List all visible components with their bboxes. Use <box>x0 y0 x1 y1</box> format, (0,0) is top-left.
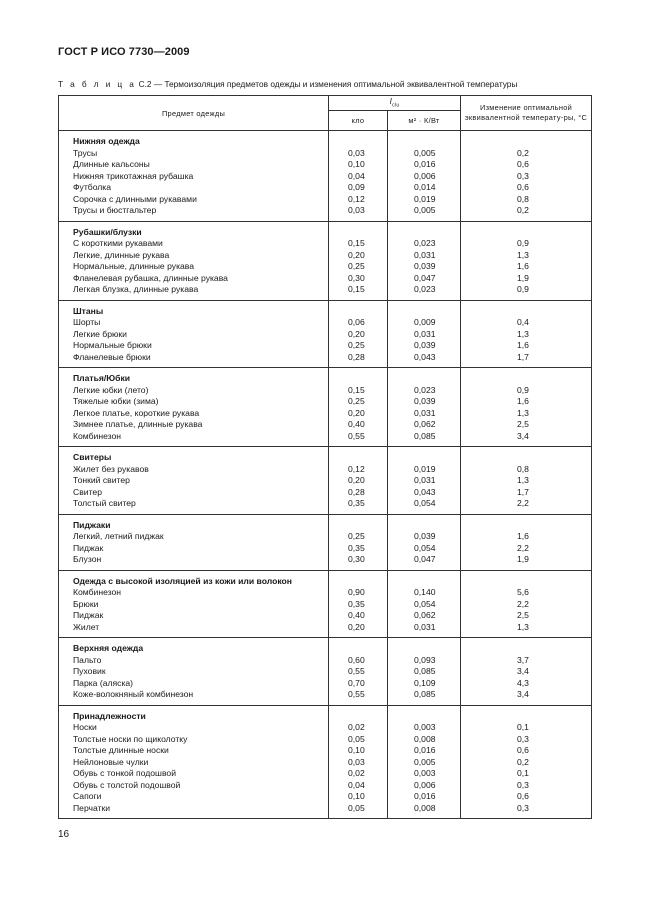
table-row <box>59 205 592 221</box>
m2-value-cell: 0,023 <box>388 385 461 397</box>
temp-value-cell: 0,3 <box>461 734 592 746</box>
clo-value-cell: 0,30 <box>329 554 388 570</box>
m2-value-cell: 0,019 <box>388 464 461 476</box>
item-name-cell: Коже-волокняный комбинезон <box>59 689 329 705</box>
group-title-m2-cell <box>388 221 461 238</box>
clo-value-cell: 0,09 <box>329 182 388 194</box>
m2-value-cell: 0,031 <box>388 475 461 487</box>
m2-value-cell: 0,005 <box>388 148 461 160</box>
table-row <box>59 678 592 690</box>
m2-value-cell: 0,043 <box>388 352 461 368</box>
clo-value-cell: 0,03 <box>329 148 388 160</box>
table-row <box>59 408 592 420</box>
temp-value-cell: 0,6 <box>461 159 592 171</box>
item-name-cell: Толстые длинные носки <box>59 745 329 757</box>
group-title-m2-cell <box>388 131 461 148</box>
clo-value-cell: 0,25 <box>329 531 388 543</box>
table-row <box>59 171 592 183</box>
column-header-item: Предмет одежды <box>59 96 329 131</box>
item-name-cell: Трусы и бюстгальтер <box>59 205 329 221</box>
temp-value-cell: 0,8 <box>461 194 592 206</box>
m2-value-cell: 0,140 <box>388 587 461 599</box>
m2-value-cell: 0,016 <box>388 791 461 803</box>
temp-value-cell: 3,4 <box>461 666 592 678</box>
temp-value-cell: 2,5 <box>461 419 592 431</box>
table-row <box>59 722 592 734</box>
table-row <box>59 498 592 514</box>
clo-value-cell: 0,28 <box>329 352 388 368</box>
group-title-clo-cell <box>329 300 388 317</box>
item-name-cell: Брюки <box>59 599 329 611</box>
clo-value-cell: 0,12 <box>329 464 388 476</box>
temp-value-cell: 1,9 <box>461 273 592 285</box>
table-group <box>59 300 592 368</box>
group-title-temp-cell <box>461 570 592 587</box>
table-group <box>59 131 592 222</box>
m2-value-cell: 0,062 <box>388 419 461 431</box>
item-name-cell: Толстые носки по щиколотку <box>59 734 329 746</box>
group-title-clo-cell <box>329 447 388 464</box>
m2-value-cell: 0,014 <box>388 182 461 194</box>
group-title-temp-cell <box>461 638 592 655</box>
clo-value-cell: 0,20 <box>329 475 388 487</box>
m2-value-cell: 0,016 <box>388 159 461 171</box>
temp-value-cell: 0,3 <box>461 803 592 819</box>
group-title-m2-cell <box>388 514 461 531</box>
group-title: Пиджаки <box>59 514 329 531</box>
group-title: Верхняя одежда <box>59 638 329 655</box>
table-row <box>59 431 592 447</box>
clo-value-cell: 0,03 <box>329 757 388 769</box>
clo-value-cell: 0,20 <box>329 329 388 341</box>
clo-value-cell: 0,25 <box>329 340 388 352</box>
temp-value-cell: 0,4 <box>461 317 592 329</box>
group-title-m2-cell <box>388 705 461 722</box>
clo-value-cell: 0,35 <box>329 498 388 514</box>
table-row <box>59 475 592 487</box>
m2-value-cell: 0,031 <box>388 250 461 262</box>
item-name-cell: Обувь с толстой подошвой <box>59 780 329 792</box>
m2-value-cell: 0,009 <box>388 317 461 329</box>
item-name-cell: Шорты <box>59 317 329 329</box>
item-name-cell: Фланелевая рубашка, длинные рукава <box>59 273 329 285</box>
table-row <box>59 610 592 622</box>
item-name-cell: Зимнее платье, длинные рукава <box>59 419 329 431</box>
item-name-cell: Парка (аляска) <box>59 678 329 690</box>
m2-value-cell: 0,031 <box>388 408 461 420</box>
clo-value-cell: 0,02 <box>329 722 388 734</box>
item-name-cell: Жилет <box>59 622 329 638</box>
group-title-row <box>59 638 592 655</box>
group-title-row <box>59 131 592 148</box>
group-title: Платья/Юбки <box>59 368 329 385</box>
item-name-cell: С короткими рукавами <box>59 238 329 250</box>
table-row <box>59 531 592 543</box>
table-row <box>59 329 592 341</box>
column-header-temp: Изменение оптимальной эквивалентной температу-ры, °С <box>461 96 592 131</box>
temp-value-cell: 0,3 <box>461 171 592 183</box>
group-title-m2-cell <box>388 447 461 464</box>
temp-value-cell: 1,3 <box>461 408 592 420</box>
group-title: Принадлежности <box>59 705 329 722</box>
item-name-cell: Нижняя трикотажная рубашка <box>59 171 329 183</box>
group-title-row <box>59 447 592 464</box>
group-title-m2-cell <box>388 638 461 655</box>
table-row <box>59 803 592 819</box>
m2-value-cell: 0,016 <box>388 745 461 757</box>
m2-value-cell: 0,023 <box>388 238 461 250</box>
m2-value-cell: 0,062 <box>388 610 461 622</box>
item-name-cell: Сапоги <box>59 791 329 803</box>
clo-value-cell: 0,15 <box>329 385 388 397</box>
temp-value-cell: 2,5 <box>461 610 592 622</box>
temp-value-cell: 0,6 <box>461 182 592 194</box>
temp-value-cell: 0,9 <box>461 238 592 250</box>
clo-value-cell: 0,04 <box>329 171 388 183</box>
table-row <box>59 284 592 300</box>
group-title-row <box>59 368 592 385</box>
table-row <box>59 587 592 599</box>
item-name-cell: Обувь с тонкой подошвой <box>59 768 329 780</box>
m2-value-cell: 0,005 <box>388 205 461 221</box>
item-name-cell: Носки <box>59 722 329 734</box>
clo-value-cell: 0,12 <box>329 194 388 206</box>
m2-value-cell: 0,054 <box>388 543 461 555</box>
table-row <box>59 194 592 206</box>
m2-value-cell: 0,008 <box>388 803 461 819</box>
temp-value-cell: 0,8 <box>461 464 592 476</box>
table-row <box>59 666 592 678</box>
table-row <box>59 464 592 476</box>
clothing-insulation-table <box>58 95 592 819</box>
m2-value-cell: 0,019 <box>388 194 461 206</box>
temp-value-cell: 1,3 <box>461 475 592 487</box>
table-row <box>59 599 592 611</box>
table-row <box>59 273 592 285</box>
item-name-cell: Фланелевые брюки <box>59 352 329 368</box>
column-header-clo: кло <box>329 111 388 131</box>
table-group <box>59 447 592 515</box>
table-row <box>59 250 592 262</box>
m2-value-cell: 0,006 <box>388 780 461 792</box>
clo-value-cell: 0,70 <box>329 678 388 690</box>
item-name-cell: Пальто <box>59 655 329 667</box>
m2-value-cell: 0,039 <box>388 396 461 408</box>
table-row <box>59 554 592 570</box>
group-title-m2-cell <box>388 570 461 587</box>
table-row <box>59 768 592 780</box>
group-title-row <box>59 300 592 317</box>
temp-value-cell: 1,9 <box>461 554 592 570</box>
m2-value-cell: 0,093 <box>388 655 461 667</box>
temp-value-cell: 3,4 <box>461 689 592 705</box>
clo-value-cell: 0,30 <box>329 273 388 285</box>
temp-value-cell: 1,3 <box>461 250 592 262</box>
group-title-row <box>59 705 592 722</box>
clo-value-cell: 0,35 <box>329 599 388 611</box>
icl-symbol: I <box>389 97 393 107</box>
item-name-cell: Толстый свитер <box>59 498 329 514</box>
clo-value-cell: 0,03 <box>329 205 388 221</box>
item-name-cell: Легкие брюки <box>59 329 329 341</box>
group-title: Одежда с высокой изоляцией из кожи или волокон <box>59 570 329 587</box>
temp-value-cell: 1,7 <box>461 352 592 368</box>
group-title-clo-cell <box>329 570 388 587</box>
group-title-temp-cell <box>461 368 592 385</box>
table-group <box>59 570 592 638</box>
group-title-temp-cell <box>461 447 592 464</box>
m2-value-cell: 0,054 <box>388 599 461 611</box>
group-title: Свитеры <box>59 447 329 464</box>
m2-value-cell: 0,047 <box>388 273 461 285</box>
table-group <box>59 705 592 819</box>
clo-value-cell: 0,40 <box>329 419 388 431</box>
clo-value-cell: 0,20 <box>329 408 388 420</box>
clo-value-cell: 0,90 <box>329 587 388 599</box>
item-name-cell: Легкое платье, короткие рукава <box>59 408 329 420</box>
table-group <box>59 638 592 706</box>
item-name-cell: Нейлоновые чулки <box>59 757 329 769</box>
item-name-cell: Перчатки <box>59 803 329 819</box>
m2-value-cell: 0,054 <box>388 498 461 514</box>
item-name-cell: Свитер <box>59 487 329 499</box>
item-name-cell: Легкий, летний пиджак <box>59 531 329 543</box>
item-name-cell: Тяжелые юбки (зима) <box>59 396 329 408</box>
m2-value-cell: 0,031 <box>388 622 461 638</box>
clo-value-cell: 0,15 <box>329 284 388 300</box>
table-group <box>59 368 592 447</box>
clo-value-cell: 0,06 <box>329 317 388 329</box>
m2-value-cell: 0,039 <box>388 261 461 273</box>
clo-value-cell: 0,55 <box>329 666 388 678</box>
group-title-m2-cell <box>388 368 461 385</box>
table-row <box>59 385 592 397</box>
table-row <box>59 780 592 792</box>
temp-value-cell: 1,6 <box>461 531 592 543</box>
temp-value-cell: 3,4 <box>461 431 592 447</box>
item-name-cell: Футболка <box>59 182 329 194</box>
temp-value-cell: 1,3 <box>461 329 592 341</box>
temp-value-cell: 0,9 <box>461 385 592 397</box>
table-caption-title: — Термоизоляция предметов одежды и изменения оптимальной эквивалентной температуры <box>151 79 518 89</box>
m2-value-cell: 0,039 <box>388 340 461 352</box>
item-name-cell: Трусы <box>59 148 329 160</box>
temp-value-cell: 0,2 <box>461 757 592 769</box>
temp-value-cell: 2,2 <box>461 498 592 514</box>
page-number: 16 <box>58 829 70 840</box>
table-row <box>59 734 592 746</box>
temp-value-cell: 0,6 <box>461 745 592 757</box>
temp-value-cell: 0,2 <box>461 205 592 221</box>
icl-subscript: clu <box>392 103 400 110</box>
item-name-cell: Комбинезон <box>59 587 329 599</box>
table-row <box>59 757 592 769</box>
clo-value-cell: 0,20 <box>329 250 388 262</box>
group-title-row <box>59 221 592 238</box>
m2-value-cell: 0,085 <box>388 431 461 447</box>
table-row <box>59 689 592 705</box>
temp-value-cell: 1,3 <box>461 622 592 638</box>
temp-value-cell: 1,6 <box>461 261 592 273</box>
temp-value-cell: 1,6 <box>461 340 592 352</box>
temp-value-cell: 0,2 <box>461 148 592 160</box>
m2-value-cell: 0,005 <box>388 757 461 769</box>
item-name-cell: Нормальные, длинные рукава <box>59 261 329 273</box>
clo-value-cell: 0,55 <box>329 689 388 705</box>
table-row <box>59 261 592 273</box>
table-caption <box>58 79 598 89</box>
table-row <box>59 396 592 408</box>
m2-value-cell: 0,003 <box>388 768 461 780</box>
table-row <box>59 745 592 757</box>
clo-value-cell: 0,10 <box>329 159 388 171</box>
group-title-clo-cell <box>329 221 388 238</box>
m2-value-cell: 0,047 <box>388 554 461 570</box>
m2-value-cell: 0,109 <box>388 678 461 690</box>
item-name-cell: Жилет без рукавов <box>59 464 329 476</box>
item-name-cell: Нормальные брюки <box>59 340 329 352</box>
temp-value-cell: 4,3 <box>461 678 592 690</box>
table-caption-prefix: Т а б л и ц а <box>58 79 137 89</box>
group-title-temp-cell <box>461 514 592 531</box>
item-name-cell: Длинные кальсоны <box>59 159 329 171</box>
item-name-cell: Пиджак <box>59 543 329 555</box>
table-row <box>59 487 592 499</box>
clo-value-cell: 0,25 <box>329 261 388 273</box>
clo-value-cell: 0,02 <box>329 768 388 780</box>
item-name-cell: Пиджак <box>59 610 329 622</box>
temp-value-cell: 5,6 <box>461 587 592 599</box>
item-name-cell: Легкая блузка, длинные рукава <box>59 284 329 300</box>
table-row <box>59 238 592 250</box>
item-name-cell: Легкие, длинные рукава <box>59 250 329 262</box>
item-name-cell: Пуховик <box>59 666 329 678</box>
temp-value-cell: 3,7 <box>461 655 592 667</box>
temp-value-cell: 2,2 <box>461 599 592 611</box>
clo-value-cell: 0,25 <box>329 396 388 408</box>
group-title-row <box>59 514 592 531</box>
table-row <box>59 543 592 555</box>
table-row <box>59 419 592 431</box>
table-row <box>59 655 592 667</box>
table-group <box>59 221 592 300</box>
group-title-temp-cell <box>461 705 592 722</box>
item-name-cell: Сорочка с длинными рукавами <box>59 194 329 206</box>
clo-value-cell: 0,05 <box>329 803 388 819</box>
m2-value-cell: 0,031 <box>388 329 461 341</box>
table-row <box>59 791 592 803</box>
temp-value-cell: 0,9 <box>461 284 592 300</box>
temp-value-cell: 2,2 <box>461 543 592 555</box>
m2-value-cell: 0,023 <box>388 284 461 300</box>
temp-value-cell: 0,6 <box>461 791 592 803</box>
group-title-clo-cell <box>329 514 388 531</box>
clo-value-cell: 0,28 <box>329 487 388 499</box>
document-header: ГОСТ Р ИСО 7730—2009 <box>58 46 190 58</box>
table-row <box>59 159 592 171</box>
clo-value-cell: 0,10 <box>329 791 388 803</box>
clo-value-cell: 0,05 <box>329 734 388 746</box>
m2-value-cell: 0,085 <box>388 666 461 678</box>
group-title: Рубашки/блузки <box>59 221 329 238</box>
item-name-cell: Тонкий свитер <box>59 475 329 487</box>
clo-value-cell: 0,60 <box>329 655 388 667</box>
m2-value-cell: 0,008 <box>388 734 461 746</box>
item-name-cell: Комбинезон <box>59 431 329 447</box>
item-name-cell: Легкие юбки (лето) <box>59 385 329 397</box>
table-row <box>59 182 592 194</box>
m2-value-cell: 0,006 <box>388 171 461 183</box>
column-header-m2: м² · К/Вт <box>388 111 461 131</box>
group-title-temp-cell <box>461 221 592 238</box>
group-title-m2-cell <box>388 300 461 317</box>
clo-value-cell: 0,15 <box>329 238 388 250</box>
m2-value-cell: 0,043 <box>388 487 461 499</box>
table-row <box>59 317 592 329</box>
group-title-temp-cell <box>461 300 592 317</box>
table-row <box>59 340 592 352</box>
table-row <box>59 622 592 638</box>
group-title: Нижняя одежда <box>59 131 329 148</box>
clo-value-cell: 0,40 <box>329 610 388 622</box>
clo-value-cell: 0,55 <box>329 431 388 447</box>
group-title-temp-cell <box>461 131 592 148</box>
table-group <box>59 514 592 570</box>
table-row <box>59 352 592 368</box>
temp-value-cell: 1,7 <box>461 487 592 499</box>
group-title-clo-cell <box>329 705 388 722</box>
item-name-cell: Блузон <box>59 554 329 570</box>
table-caption-number: C.2 <box>136 79 152 89</box>
table-header <box>59 96 592 131</box>
m2-value-cell: 0,039 <box>388 531 461 543</box>
group-title-row <box>59 570 592 587</box>
m2-value-cell: 0,085 <box>388 689 461 705</box>
temp-value-cell: 0,1 <box>461 722 592 734</box>
temp-value-cell: 0,1 <box>461 768 592 780</box>
column-header-icl <box>329 96 461 111</box>
clo-value-cell: 0,10 <box>329 745 388 757</box>
temp-value-cell: 0,3 <box>461 780 592 792</box>
clo-value-cell: 0,20 <box>329 622 388 638</box>
table-row <box>59 148 592 160</box>
m2-value-cell: 0,003 <box>388 722 461 734</box>
clo-value-cell: 0,35 <box>329 543 388 555</box>
clo-value-cell: 0,04 <box>329 780 388 792</box>
temp-value-cell: 1,6 <box>461 396 592 408</box>
group-title-clo-cell <box>329 368 388 385</box>
group-title-clo-cell <box>329 131 388 148</box>
group-title-clo-cell <box>329 638 388 655</box>
group-title: Штаны <box>59 300 329 317</box>
